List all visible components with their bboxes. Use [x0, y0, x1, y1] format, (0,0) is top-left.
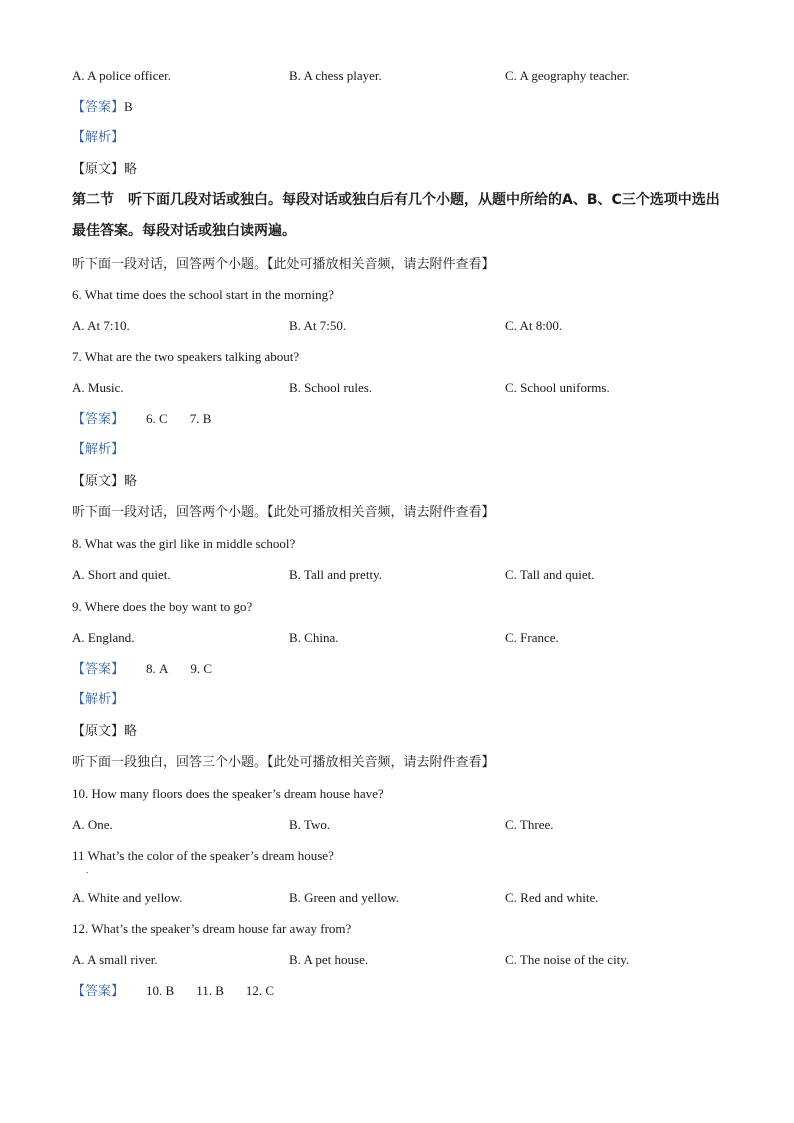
option-b: B. Tall and pretty.	[289, 567, 382, 582]
question-10: 10. How many floors does the speaker’s dream house have?	[72, 786, 384, 801]
answer-7: 7. B	[189, 411, 212, 426]
monolog-instruction: 听下面一段独白，回答三个小题。【此处可播放相关音频，请去附件查看】	[72, 755, 495, 770]
q5-original	[72, 160, 137, 179]
option-c: C. France.	[505, 630, 559, 645]
answer-6: 6. C	[146, 411, 168, 426]
question-7: 7. What are the two speakers talking about?	[72, 349, 300, 364]
option-c: C. A geography teacher.	[505, 68, 630, 83]
original-value: 略	[124, 162, 138, 177]
q8-options	[72, 566, 732, 584]
option-a: A. One.	[72, 817, 113, 832]
dialog2-original	[72, 722, 137, 741]
dialog2-instruction: 听下面一段对话，回答两个小题。【此处可播放相关音频，请去附件查看】	[72, 505, 495, 520]
original-tag: 【原文】	[72, 724, 125, 739]
q5-analysis: 【解析】	[72, 130, 125, 145]
question-12: 12. What’s the speaker’s dream house far away from?	[72, 921, 352, 936]
original-tag: 【原文】	[72, 474, 125, 489]
option-a: A. A police officer.	[72, 68, 172, 83]
answer-12: 12. C	[245, 983, 275, 998]
option-c: C. Tall and quiet.	[505, 567, 595, 582]
q11-options	[72, 889, 732, 907]
option-b: B. School rules.	[289, 380, 373, 395]
original-value: 略	[124, 474, 138, 489]
question-8: 8. What was the girl like in middle school?	[72, 536, 296, 551]
answer-tag: 【答案】	[72, 984, 125, 999]
option-a: A. Short and quiet.	[72, 567, 171, 582]
answer-11: 11. B	[196, 983, 224, 998]
q5-answer	[72, 98, 133, 117]
answer-value: B	[124, 99, 133, 114]
answer-8: 8. A	[146, 661, 169, 676]
section-2-heading: 第二节 听下面几段对话或独白。每段对话或独白后有几个小题，从题中所给的A、B、C三个选项中选出最佳答案。每段对话或独白读两遍。	[72, 192, 720, 239]
option-b: B. Green and yellow.	[289, 890, 399, 905]
dialog1-instruction: 听下面一段对话，回答两个小题。【此处可播放相关音频，请去附件查看】	[72, 257, 495, 272]
dialog1-answers	[72, 410, 211, 429]
answer-tag: 【答案】	[72, 412, 125, 427]
dialog2-analysis: 【解析】	[72, 692, 125, 707]
question-9: 9. Where does the boy want to go?	[72, 599, 253, 614]
answer-10: 10. B	[146, 983, 175, 998]
option-a: A. A small river.	[72, 952, 158, 967]
answer-9: 9. C	[190, 661, 213, 676]
option-c: C. Red and white.	[505, 890, 599, 905]
original-tag: 【原文】	[72, 162, 125, 177]
option-b: B. A pet house.	[289, 952, 369, 967]
option-a: A. Music.	[72, 380, 124, 395]
q5-options	[72, 67, 732, 85]
option-b: B. China.	[289, 630, 339, 645]
option-c: C. Three.	[505, 817, 554, 832]
option-b: B. At 7:50.	[289, 318, 347, 333]
option-a: A. White and yellow.	[72, 890, 183, 905]
stray-dot: .	[86, 865, 89, 875]
q12-options	[72, 951, 732, 969]
option-b: B. A chess player.	[289, 68, 382, 83]
option-c: C. School uniforms.	[505, 380, 610, 395]
option-b: B. Two.	[289, 817, 331, 832]
answer-tag: 【答案】	[72, 100, 125, 115]
original-value: 略	[124, 724, 138, 739]
answer-tag: 【答案】	[72, 662, 125, 677]
monolog-answers	[72, 982, 274, 1001]
question-11: 11 What’s the color of the speaker’s dream house?	[72, 848, 334, 863]
q6-options	[72, 317, 732, 335]
dialog1-original	[72, 472, 137, 491]
dialog1-analysis: 【解析】	[72, 442, 125, 457]
dialog2-answers	[72, 660, 212, 679]
option-a: A. At 7:10.	[72, 318, 130, 333]
option-c: C. The noise of the city.	[505, 952, 630, 967]
q10-options	[72, 816, 732, 834]
question-6: 6. What time does the school start in the morning?	[72, 287, 334, 302]
q7-options	[72, 379, 732, 397]
q9-options	[72, 629, 732, 647]
option-a: A. England.	[72, 630, 135, 645]
option-c: C. At 8:00.	[505, 318, 563, 333]
